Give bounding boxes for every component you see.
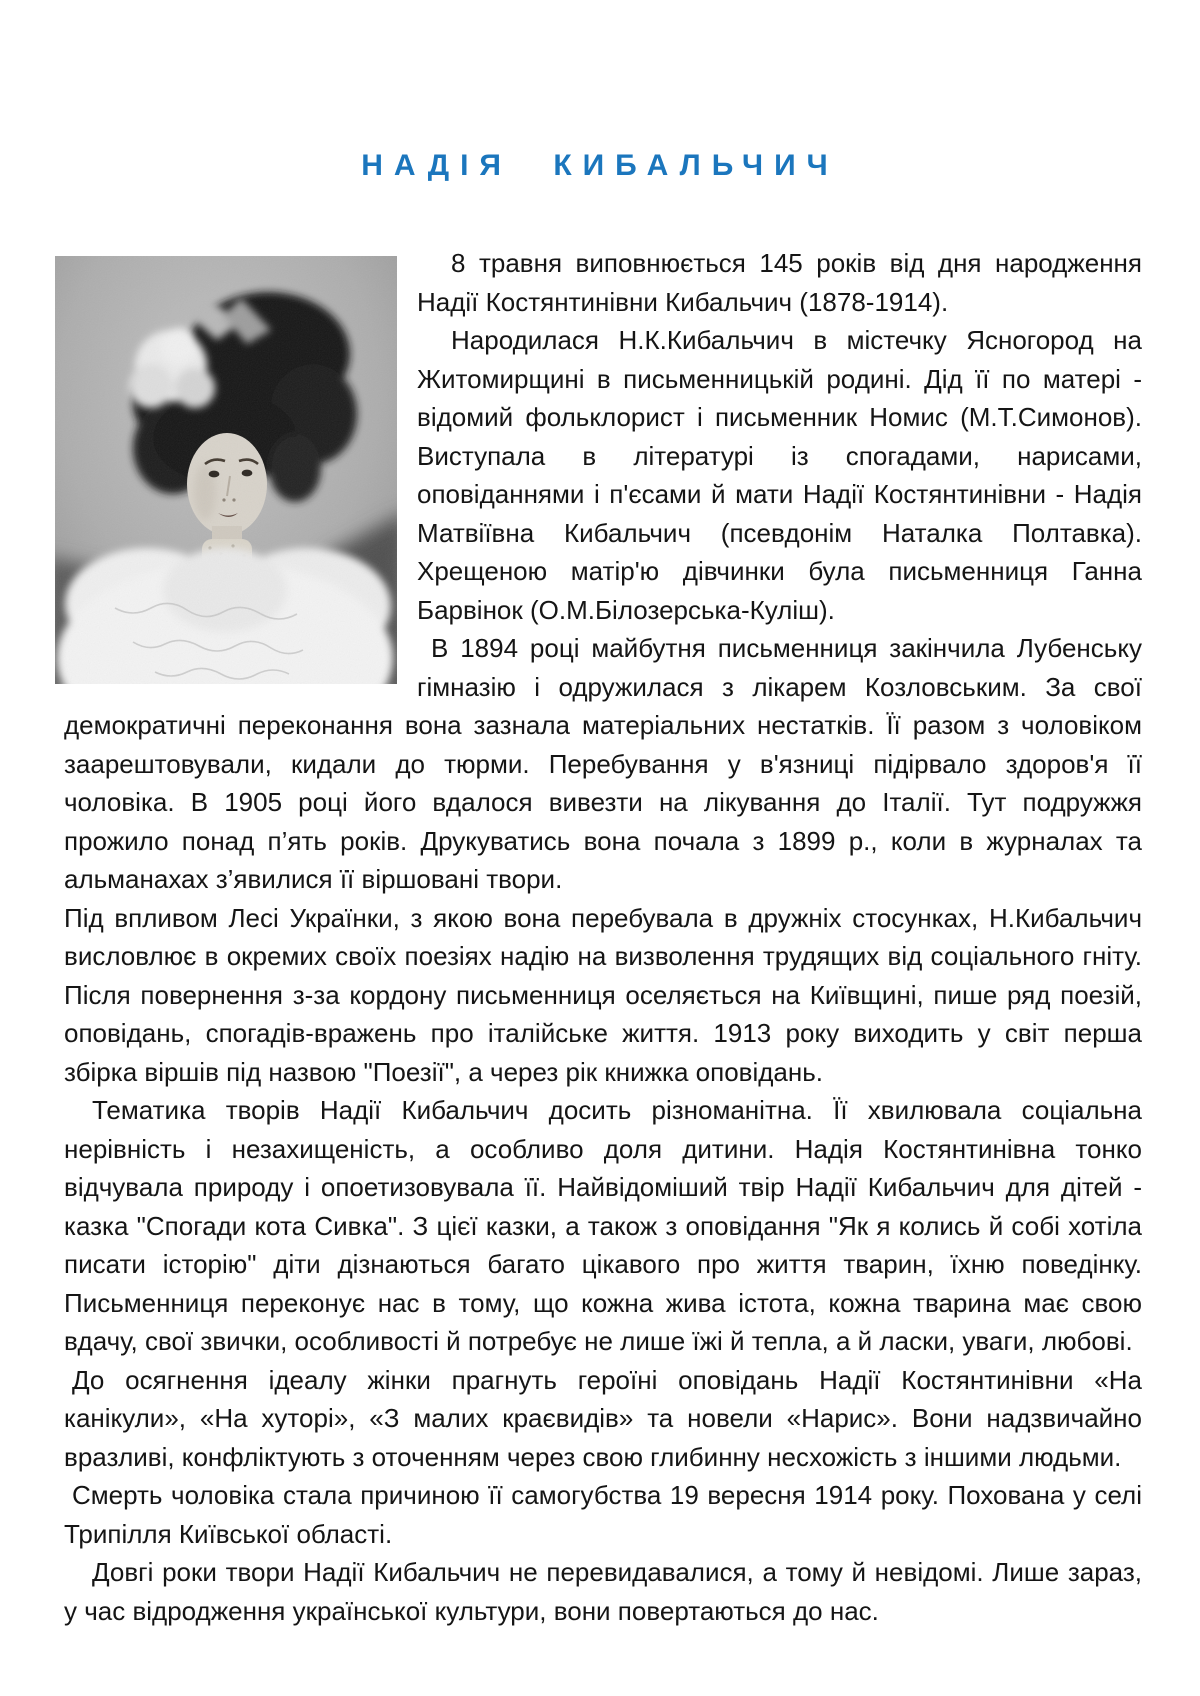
photo-grain (55, 256, 397, 684)
paragraph-death: Смерть чоловіка стала причиною її самогубства 19 вересня 1914 року. Похована у селі Трипілля Київської області. (64, 1480, 1142, 1549)
paragraph-legacy: Довгі роки твори Надії Кибальчич не перевидавалися, а тому й невідомі. Лише зараз, у час відродження української культури, вони повертаються до нас. (64, 1557, 1142, 1626)
portrait-photo-image (55, 256, 397, 684)
paragraph-themes-of-works: Тематика творів Надії Кибальчич досить різноманітна. Її хвилювала соціальна нерівність і незахищеність, а особливо доля дитини. Надія Костянтинівна тонко відчувала природу і опоетизовувала її. Найвідоміший твір Надії Кибальчич для дітей - казка "Спогади кота Сивка". З цієї казки, а також з оповідання "Як я колись й собі хотіла писати історію" діти дізнаються багато цікавого про життя тварин, їхню поведінку. Письменниця переконує нас в тому, що кожна жива істота, кожна тварина має свою вдачу, свої звички, особливості й потребує не лише їжі й тепла, а й ласки, уваги, любові. (64, 1095, 1142, 1356)
article-body (64, 244, 1142, 1630)
paragraph-heroines: До осягнення ідеалу жінки прагнуть героїні оповідань Надії Костянтинівни «На канікули», «На хуторі», «З малих краєвидів» та новели «Нарис». Вони надзвичайно вразливі, конфліктують з оточенням через свою глибинну несхожість з іншими людьми. (64, 1364, 1142, 1472)
portrait-photo (55, 256, 397, 684)
page-title: НАДІЯ КИБАЛЬЧИЧ (361, 149, 839, 182)
paragraph-gymnasium-marriage: В 1894 році майбутня письменниця закінчила Лубенську гімназію і одружилася з лікарем Козловським. За свої демократичні переконання вона зазнала матеріальних нестатків. Її разом з чоловіком заарештовували, кидали до тюрми. Перебування у в'язниці підірвало здоров'я її чоловіка. В 1905 році його вдалося вивезти на лікування до Італії. Тут подружжя прожило понад п’ять років. Друкуватись вона почала з 1899 р., коли в журналах та альманахах з’явилися її віршовані твори. (64, 633, 1142, 894)
paragraph-family-origin: Народилася Н.К.Кибальчич в містечку Ясногород на Житомирщині в письменницькій родині. Дід її по матері - відомий фольклорист і письменник Номис (М.Т.Симонов). Виступала в літературі із спогадами, нарисами, оповіданнями і п'єсами й мати Надії Костянтинівни - Надія Матвіївна Кибальчич (псевдонім Наталка Полтавка). Хрещеною матір'ю дівчинки була письменниця Ганна Барвінок (О.М.Білозерська-Куліш). (417, 325, 1142, 625)
paragraph-birth-anniversary: 8 травня виповнюється 145 років від дня народження Надії Костянтинівни Кибальчич (1878-1914). (417, 248, 1142, 317)
paragraph-lesya-ukrainka-influence: Під впливом Лесі Українки, з якою вона перебувала в дружніх стосунках, Н.Кибальчич висловлює в окремих своїх поезіях надію на визволення трудящих від соціального гніту. Після повернення з-за кордону письменниця оселяється на Київщині, пише ряд поезій, оповідань, спогадів-вражень про італійське життя. 1913 року виходить у світ перша збірка віршів під назвою "Поезії", а через рік книжка оповідань. (64, 902, 1142, 1087)
